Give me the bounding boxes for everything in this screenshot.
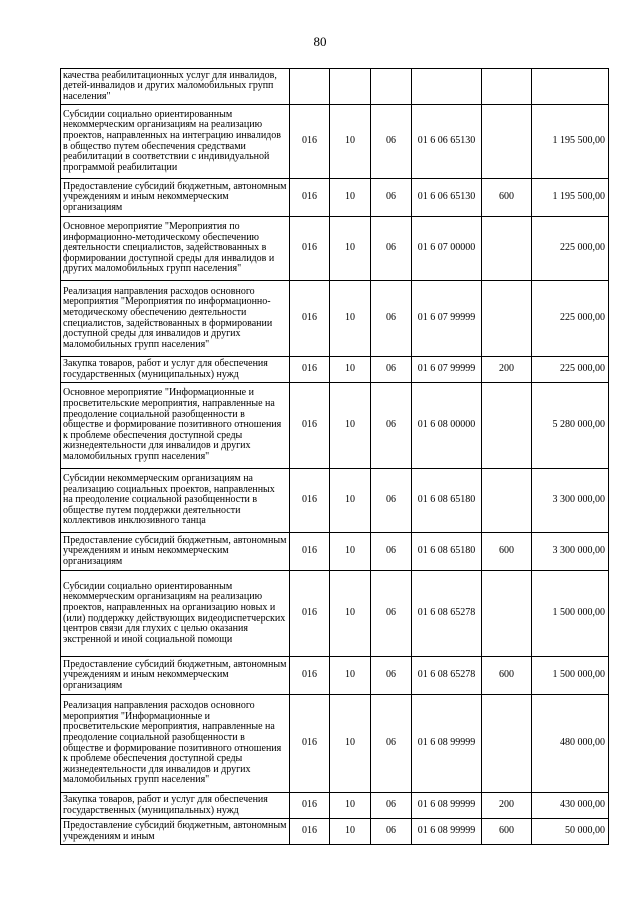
- row-sum: 1 500 000,00: [532, 657, 609, 695]
- row-vr: 600: [482, 657, 532, 695]
- row-name: Субсидии социально ориентированным некоммерческим организациям на реализацию проектов, направленных на интеграцию инвалидов в общество путем обеспечения средствами реабилитации в соответствии с индивидуальной программой реабилитации: [61, 105, 290, 179]
- row-sum: 225 000,00: [532, 357, 609, 383]
- row-name: Субсидии некоммерческим организациям на реализацию социальных проектов, направленных на преодоление социальной разобщенности в обществе путем поддержки деятельности коллективов инклюзивного танца: [61, 469, 290, 533]
- row-sum: 225 000,00: [532, 217, 609, 281]
- row-pr: 06: [371, 533, 412, 571]
- row-sum: 50 000,00: [532, 819, 609, 845]
- row-grbs: 016: [290, 469, 330, 533]
- row-rz: [330, 69, 371, 105]
- row-pr: 06: [371, 657, 412, 695]
- table-row: [61, 819, 609, 845]
- row-vr: 600: [482, 179, 532, 217]
- row-vr: 200: [482, 357, 532, 383]
- row-rz: 10: [330, 357, 371, 383]
- row-sum: 430 000,00: [532, 793, 609, 819]
- row-csr: 01 6 07 99999: [412, 357, 482, 383]
- row-name: Реализация направления расходов основного мероприятия "Информационные и просветительские мероприятия, направленные на преодоление социальной разобщенности в обществе и формирование позитивного отношения к проблеме обеспечения доступной среды жизнедеятельности для инвалидов и других маломобильных групп населения": [61, 695, 290, 793]
- row-name: Предоставление субсидий бюджетным, автономным учреждениям и иным некоммерческим организациям: [61, 179, 290, 217]
- row-csr: 01 6 07 99999: [412, 281, 482, 357]
- row-sum: 225 000,00: [532, 281, 609, 357]
- row-grbs: 016: [290, 383, 330, 469]
- row-grbs: 016: [290, 819, 330, 845]
- row-name: Основное мероприятие "Мероприятия по информационно-методическому обеспечению деятельности специалистов, задействованных в формировании доступной среды для инвалидов и других маломобильных групп населения": [61, 217, 290, 281]
- row-pr: 06: [371, 357, 412, 383]
- row-csr: 01 6 08 65278: [412, 571, 482, 657]
- row-vr: 600: [482, 819, 532, 845]
- row-csr: 01 6 08 65180: [412, 469, 482, 533]
- row-pr: [371, 69, 412, 105]
- row-rz: 10: [330, 383, 371, 469]
- table-row: [61, 281, 609, 357]
- row-csr: 01 6 08 65180: [412, 533, 482, 571]
- row-pr: 06: [371, 217, 412, 281]
- row-rz: 10: [330, 695, 371, 793]
- row-grbs: 016: [290, 695, 330, 793]
- table-row: [61, 357, 609, 383]
- row-rz: 10: [330, 179, 371, 217]
- table-row: [61, 217, 609, 281]
- table-row: [61, 657, 609, 695]
- row-sum: 5 280 000,00: [532, 383, 609, 469]
- row-vr: 200: [482, 793, 532, 819]
- row-rz: 10: [330, 657, 371, 695]
- row-name: Закупка товаров, работ и услуг для обеспечения государственных (муниципальных) нужд: [61, 357, 290, 383]
- row-rz: 10: [330, 533, 371, 571]
- row-pr: 06: [371, 105, 412, 179]
- row-name: Субсидии социально ориентированным некоммерческим организациям на реализацию проектов, направленных на организацию новых и (или) поддержку действующих видеодиспетчерских центров связи для глухих с целью оказания экстренной и иной социальной помощи: [61, 571, 290, 657]
- row-vr: [482, 695, 532, 793]
- table-row: [61, 69, 609, 105]
- row-sum: 1 195 500,00: [532, 105, 609, 179]
- table-row: [61, 469, 609, 533]
- page-number: 80: [313, 34, 327, 49]
- row-grbs: 016: [290, 105, 330, 179]
- row-rz: 10: [330, 571, 371, 657]
- row-csr: 01 6 06 65130: [412, 179, 482, 217]
- row-grbs: [290, 69, 330, 105]
- row-pr: 06: [371, 469, 412, 533]
- row-grbs: 016: [290, 571, 330, 657]
- row-pr: 06: [371, 281, 412, 357]
- table-row: [61, 179, 609, 217]
- row-name: Предоставление субсидий бюджетным, автономным учреждениям и иным: [61, 819, 290, 845]
- row-name: качества реабилитационных услуг для инвалидов, детей-инвалидов и других маломобильных групп населения": [61, 69, 290, 105]
- row-name: Предоставление субсидий бюджетным, автономным учреждениям и иным некоммерческим организациям: [61, 657, 290, 695]
- row-vr: [482, 69, 532, 105]
- table-row: [61, 383, 609, 469]
- table-row: [61, 533, 609, 571]
- row-sum: 1 500 000,00: [532, 571, 609, 657]
- row-name: Закупка товаров, работ и услуг для обеспечения государственных (муниципальных) нужд: [61, 793, 290, 819]
- row-csr: [412, 69, 482, 105]
- row-vr: [482, 469, 532, 533]
- row-csr: 01 6 08 65278: [412, 657, 482, 695]
- table-row: [61, 571, 609, 657]
- row-rz: 10: [330, 793, 371, 819]
- row-csr: 01 6 08 99999: [412, 793, 482, 819]
- row-vr: [482, 217, 532, 281]
- row-name: Предоставление субсидий бюджетным, автономным учреждениям и иным некоммерческим организациям: [61, 533, 290, 571]
- row-sum: 3 300 000,00: [532, 469, 609, 533]
- row-vr: 600: [482, 533, 532, 571]
- row-sum: 3 300 000,00: [532, 533, 609, 571]
- row-name: Реализация направления расходов основного мероприятия "Мероприятия по информационно-методическому обеспечению деятельности специалистов, задействованных в формировании доступной среды для инвалидов и других маломобильных групп населения": [61, 281, 290, 357]
- table-row: [61, 105, 609, 179]
- row-vr: [482, 571, 532, 657]
- row-grbs: 016: [290, 217, 330, 281]
- row-name: Основное мероприятие "Информационные и просветительские мероприятия, направленные на преодоление социальной разобщенности в обществе и формирование позитивного отношения к проблеме обеспечения доступной среды жизнедеятельности для инвалидов и других маломобильных групп населения": [61, 383, 290, 469]
- row-pr: 06: [371, 793, 412, 819]
- row-grbs: 016: [290, 793, 330, 819]
- row-csr: 01 6 08 00000: [412, 383, 482, 469]
- row-rz: 10: [330, 105, 371, 179]
- row-grbs: 016: [290, 357, 330, 383]
- table-row: [61, 793, 609, 819]
- row-vr: [482, 105, 532, 179]
- row-rz: 10: [330, 819, 371, 845]
- row-pr: 06: [371, 179, 412, 217]
- row-grbs: 016: [290, 657, 330, 695]
- row-sum: [532, 69, 609, 105]
- row-grbs: 016: [290, 281, 330, 357]
- row-csr: 01 6 08 99999: [412, 695, 482, 793]
- row-pr: 06: [371, 571, 412, 657]
- row-vr: [482, 281, 532, 357]
- row-vr: [482, 383, 532, 469]
- row-pr: 06: [371, 383, 412, 469]
- row-rz: 10: [330, 469, 371, 533]
- row-grbs: 016: [290, 179, 330, 217]
- row-pr: 06: [371, 695, 412, 793]
- row-csr: 01 6 06 65130: [412, 105, 482, 179]
- row-csr: 01 6 07 00000: [412, 217, 482, 281]
- row-rz: 10: [330, 217, 371, 281]
- table-row: [61, 695, 609, 793]
- row-sum: 480 000,00: [532, 695, 609, 793]
- row-sum: 1 195 500,00: [532, 179, 609, 217]
- row-csr: 01 6 08 99999: [412, 819, 482, 845]
- row-rz: 10: [330, 281, 371, 357]
- row-pr: 06: [371, 819, 412, 845]
- budget-table: [60, 68, 609, 845]
- row-grbs: 016: [290, 533, 330, 571]
